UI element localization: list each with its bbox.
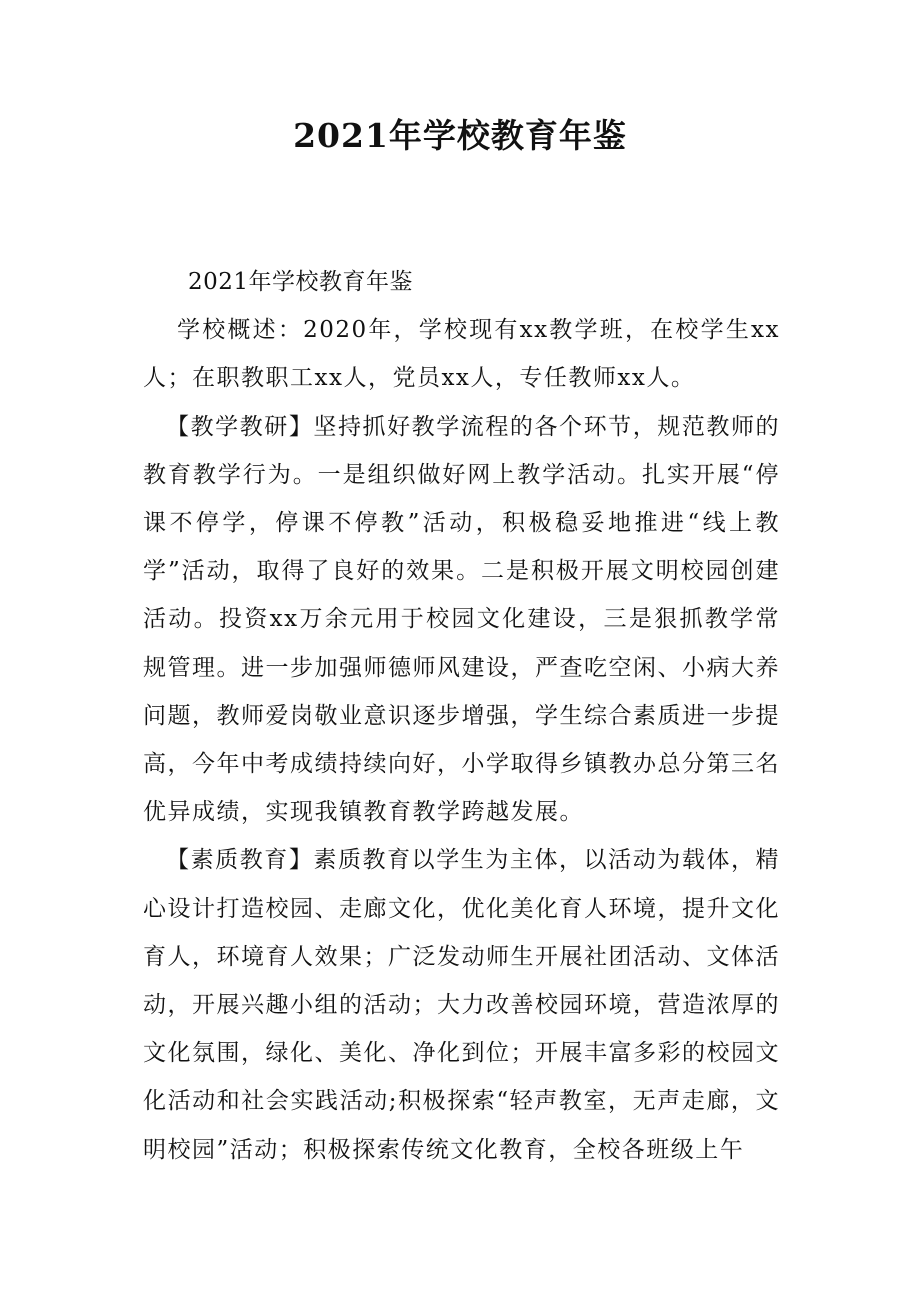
paragraph-teaching-research: 【教学教研】坚持抓好教学流程的各个环节，规范教师的教育教学行为。一是组织做好网上教学活动。扎实开展“停课不停学，停课不停教”活动，积极稳妥地推进“线上教学”活动，取得了良好的效果。二是积极开展文明校园创建活动。投资xx万余元用于校园文化建设，三是狠抓教学常规管理。进一步加强师德师风建设，严查吃空闲、小病大养问题，教师爱岗敬业意识逐步增强，学生综合素质进一步提高，今年中考成绩持续向好，小学取得乡镇教办总分第三名优异成绩，实现我镇教育教学跨越发展。 <box>143 413 780 826</box>
document-title: 2021年学校教育年鉴 <box>293 116 627 155</box>
document-body <box>143 258 780 1174</box>
paragraph-school-overview: 学校概述：2020年，学校现有xx教学班，在校学生xx人；在职教职工xx人，党员xx人，专任教师xx人。 <box>143 317 780 392</box>
document-subtitle: 2021年学校教育年鉴 <box>188 269 414 295</box>
paragraph-quality-education: 【素质教育】素质教育以学生为主体，以活动为载体，精心设计打造校园、走廊文化，优化美化育人环境，提升文化育人，环境育人效果；广泛发动师生开展社团活动、文体活动，开展兴趣小组的活动；大力改善校园环境，营造浓厚的文化氛围，绿化、美化、净化到位；开展丰富多彩的校园文化活动和社会实践活动;积极探索“轻声教室，无声走廊，文明校园”活动；积极探索传统文化教育，全校各班级上午 <box>143 847 780 1163</box>
